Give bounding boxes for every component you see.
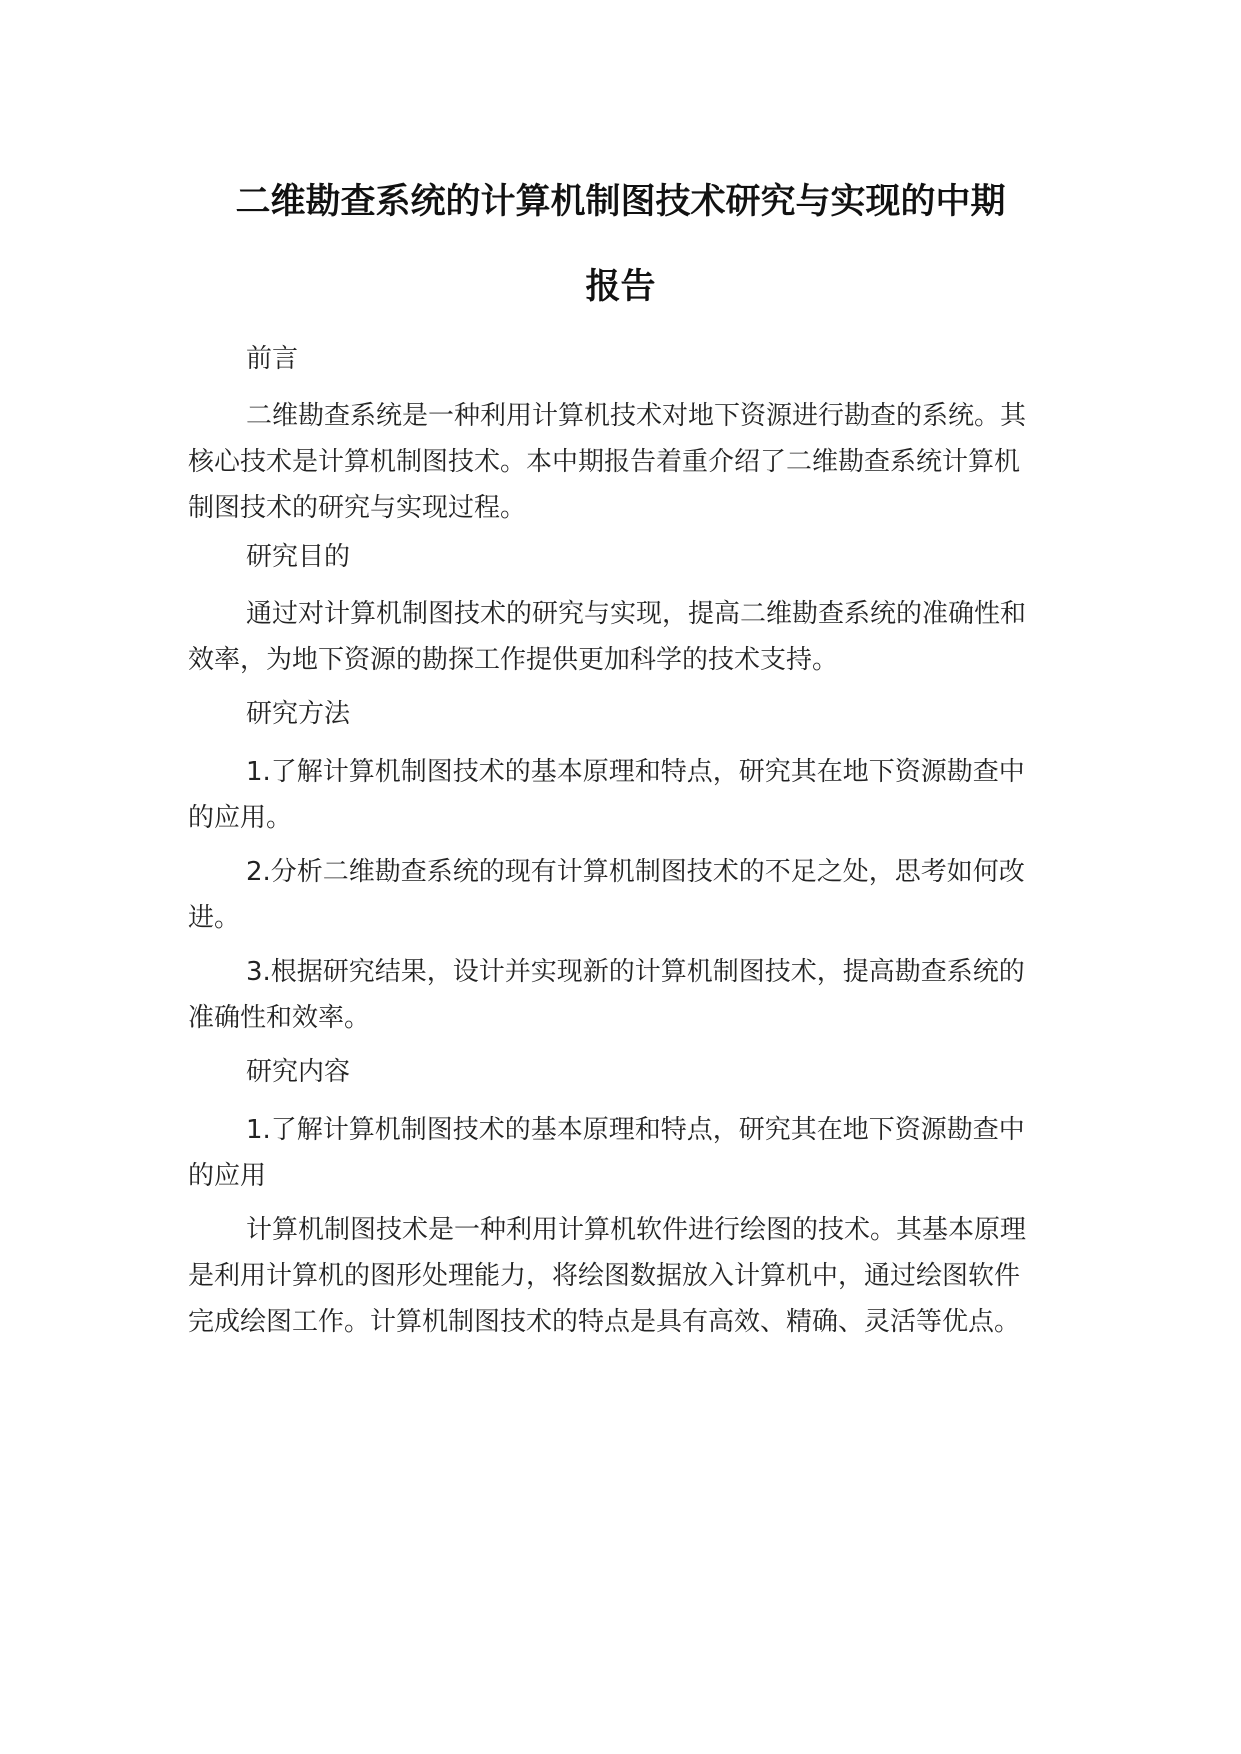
section-heading-purpose: 研究目的 <box>246 542 351 572</box>
section-heading-preface: 前言 <box>246 344 299 374</box>
paragraph-purpose: 通过对计算机制图技术的研究与实现，提高二维勘查系统的准确性和效率，为地下资源的勘探工作提供更加科学的技术支持。 <box>188 599 1027 675</box>
section-heading-content: 研究内容 <box>246 1057 351 1087</box>
section-heading-method: 研究方法 <box>246 699 351 729</box>
paragraph-content-2: 计算机制图技术是一种利用计算机软件进行绘图的技术。其基本原理是利用计算机的图形处理能力，将绘图数据放入计算机中，通过绘图软件完成绘图工作。计算机制图技术的特点是具有高效、精确、灵活等优点。 <box>188 1215 1027 1337</box>
paragraph-content-1: 1.了解计算机制图技术的基本原理和特点，研究其在地下资源勘查中的应用 <box>188 1115 1025 1191</box>
paragraph-method-2: 2.分析二维勘查系统的现有计算机制图技术的不足之处，思考如何改进。 <box>188 857 1025 933</box>
document-title-line-2: 报告 <box>585 267 656 307</box>
paragraph-method-1: 1.了解计算机制图技术的基本原理和特点，研究其在地下资源勘查中的应用。 <box>188 757 1025 833</box>
paragraph-preface: 二维勘查系统是一种利用计算机技术对地下资源进行勘查的系统。其核心技术是计算机制图技术。本中期报告着重介绍了二维勘查系统计算机制图技术的研究与实现过程。 <box>188 401 1027 523</box>
paragraph-method-3: 3.根据研究结果，设计并实现新的计算机制图技术，提高勘查系统的准确性和效率。 <box>188 957 1025 1033</box>
document-title-line-1: 二维勘查系统的计算机制图技术研究与实现的中期 <box>235 182 1006 222</box>
